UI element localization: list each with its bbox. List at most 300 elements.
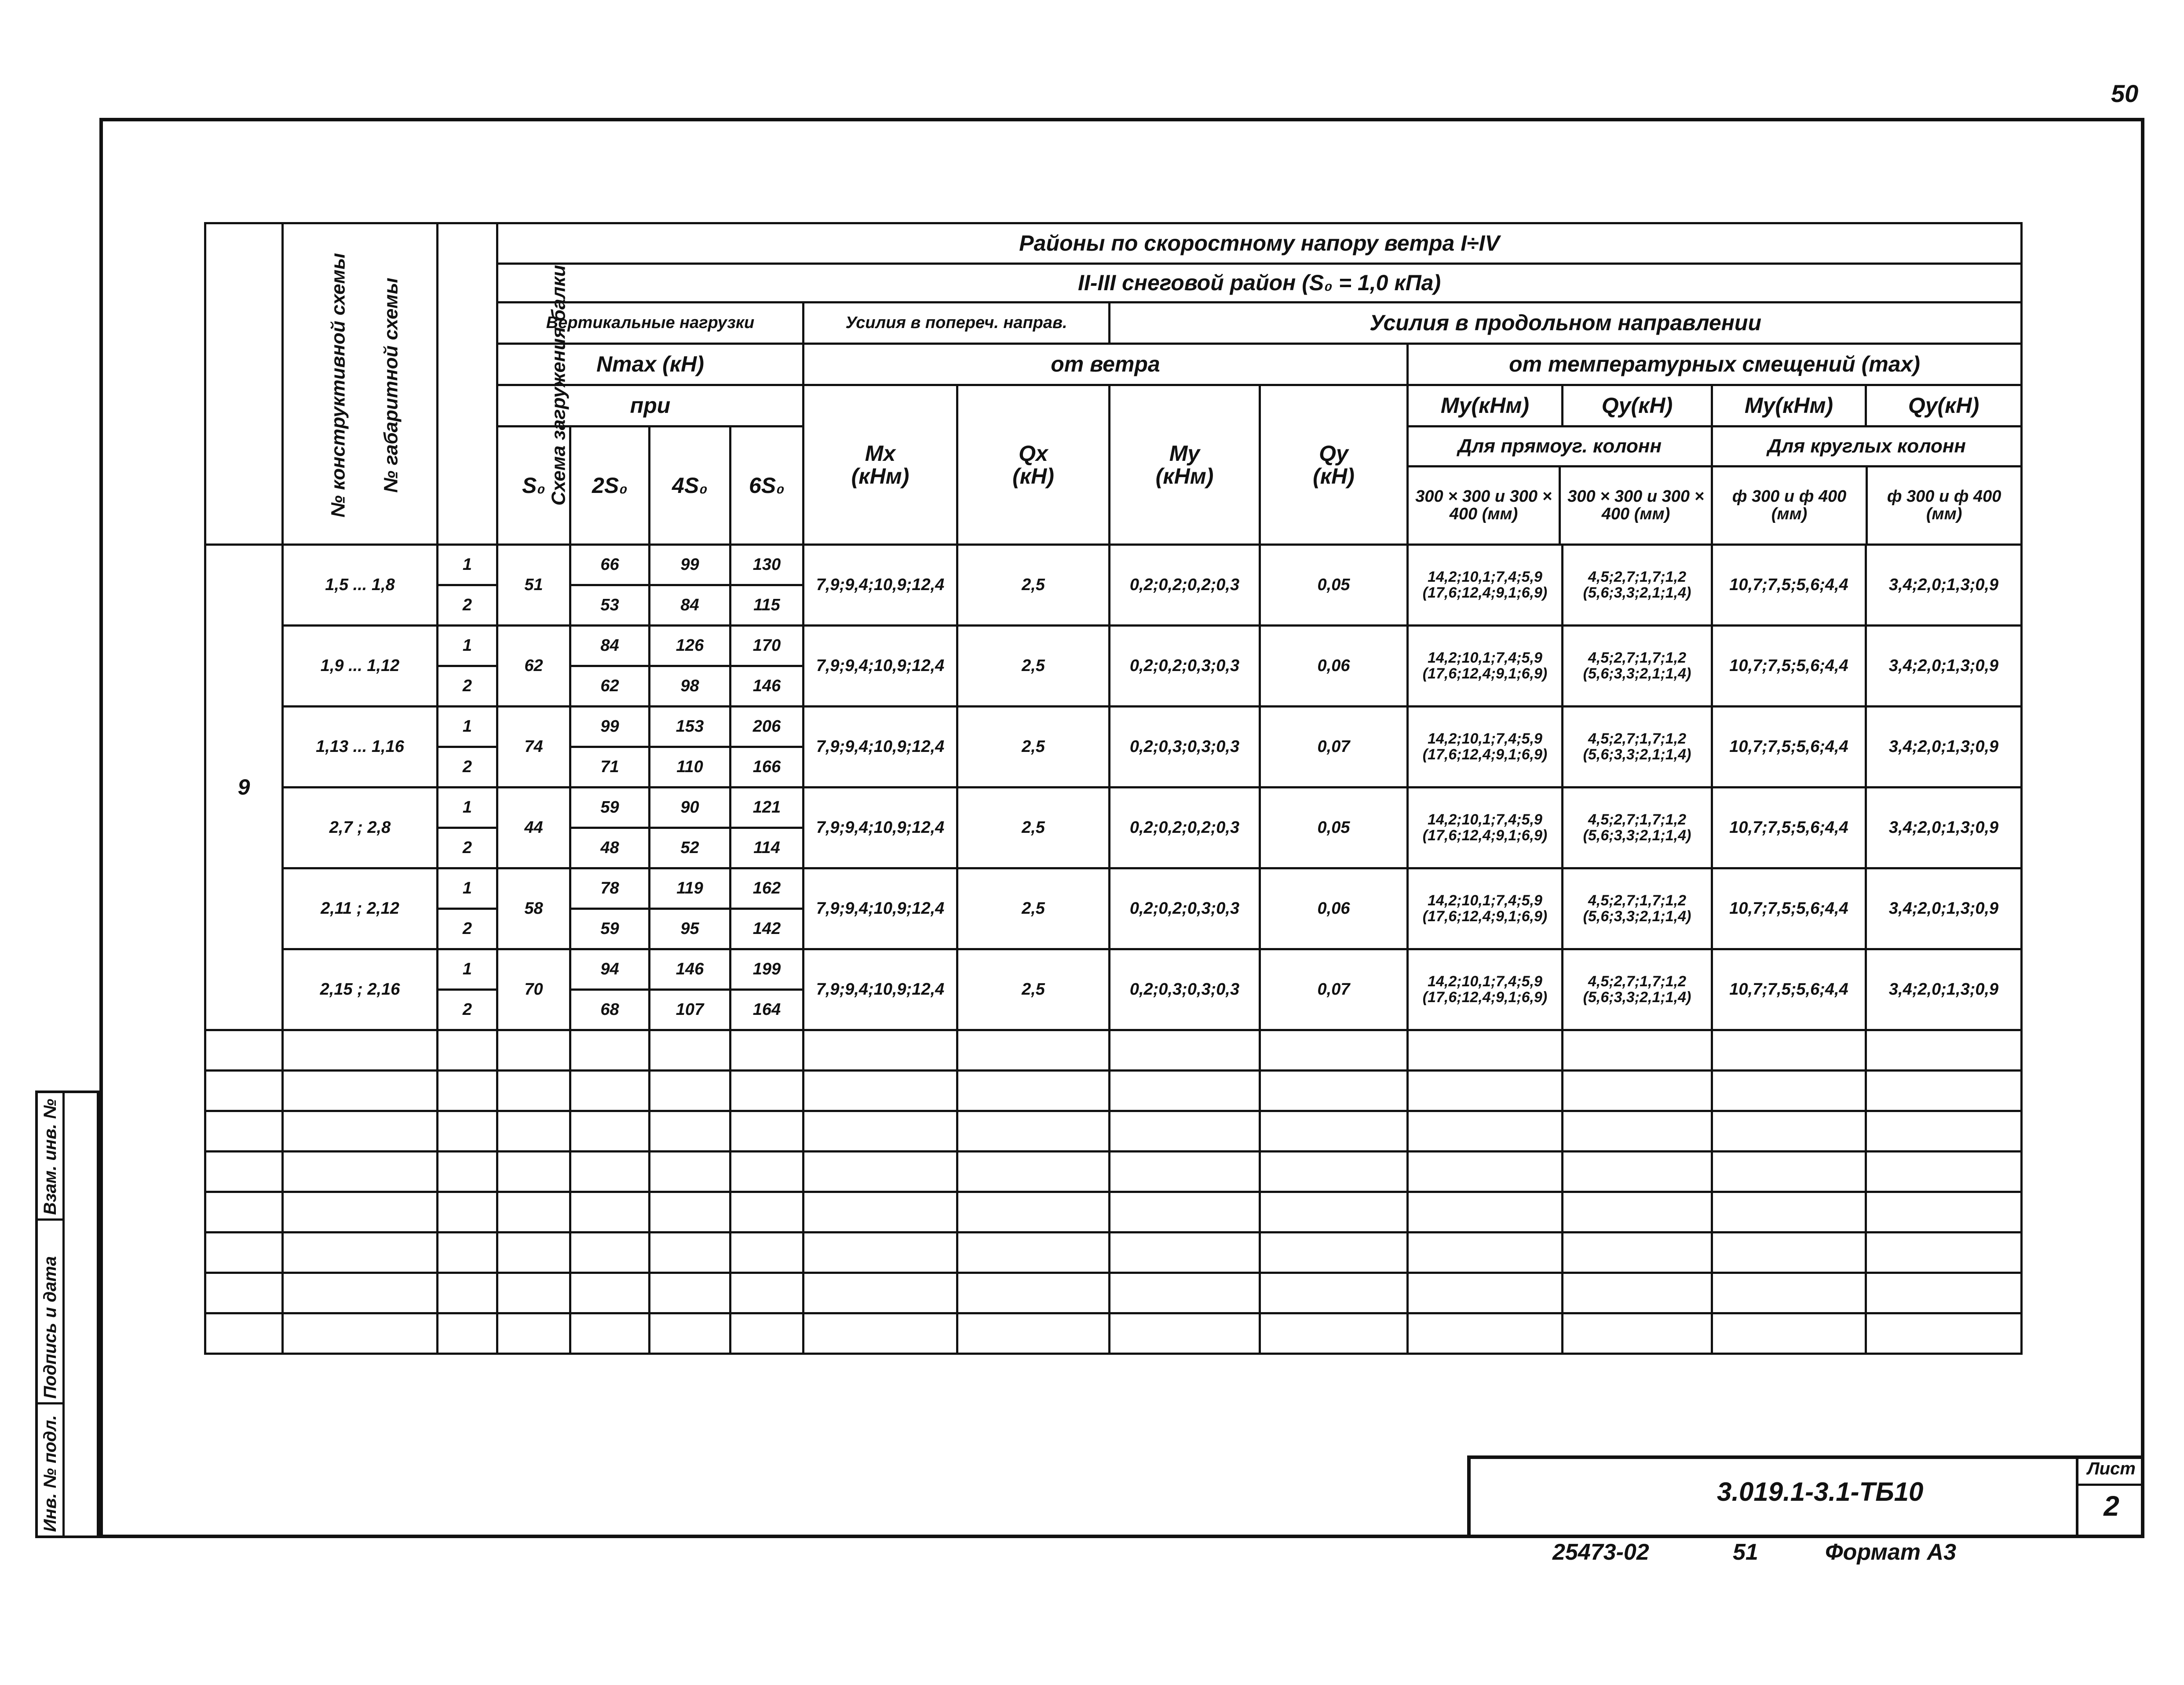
round-qy-cell: 3,4;2,0;1,3;0,9 [1866, 949, 2022, 1030]
empty-cell [1866, 1273, 2022, 1313]
empty-cell [438, 1313, 497, 1354]
temp-my-cell: 14,2;10,1;7,4;5,9 (17,6;12,4;9,1;6,9) [1408, 707, 1563, 788]
table-row [205, 949, 2022, 990]
mx-cell: 7,9;9,4;10,9;12,4 [803, 707, 957, 788]
empty-cell [957, 1233, 1110, 1273]
empty-cell [1712, 1233, 1866, 1273]
empty-cell [438, 1192, 497, 1233]
empty-cell [1866, 1152, 2022, 1192]
table-row [205, 545, 2022, 585]
s0-header: S₀ [497, 427, 570, 545]
empty-row [205, 1273, 2022, 1313]
load-scheme-cell: 2 [438, 909, 497, 949]
qy-cell: 0,06 [1260, 626, 1408, 707]
my-cell: 0,2;0,2;0,2;0,3 [1110, 545, 1260, 626]
temp-my-cell: 14,2;10,1;7,4;5,9 (17,6;12,4;9,1;6,9) [1408, 545, 1563, 626]
empty-cell [1110, 1030, 1260, 1071]
my-unit: (кНм) [1155, 464, 1214, 489]
nmax-2s0-cell: 71 [570, 747, 650, 788]
nmax-2s0-cell: 48 [570, 828, 650, 868]
format-label: Формат А3 [1825, 1539, 1956, 1565]
temp-my-cell: 14,2;10,1;7,4;5,9 (17,6;12,4;9,1;6,9) [1408, 949, 1563, 1030]
empty-cell [650, 1192, 730, 1233]
qx-label: Qx [1019, 441, 1048, 466]
qy-cell: 0,07 [1260, 949, 1408, 1030]
my-label: My [1169, 441, 1200, 466]
empty-cell [283, 1152, 438, 1192]
temp-qy-cell: 4,5;2,7;1,7;1,2 (5,6;3,3;2,1;1,4) [1563, 788, 1712, 868]
load-scheme-cell: 2 [438, 585, 497, 626]
empty-cell [1563, 1233, 1712, 1273]
empty-cell [1260, 1233, 1408, 1273]
size-scheme-cell: 2,11 ; 2,12 [283, 868, 438, 949]
nmax-2s0-cell: 99 [570, 707, 650, 747]
qx-cell: 2,5 [957, 545, 1110, 626]
load-scheme-cell: 2 [438, 990, 497, 1030]
round-qy-cell: 3,4;2,0;1,3;0,9 [1866, 788, 2022, 868]
s4-header: 4S₀ [650, 427, 730, 545]
empty-cell [1260, 1071, 1408, 1111]
nmax-4s0-cell: 126 [650, 626, 730, 666]
nmax-s0-cell: 70 [497, 949, 570, 1030]
empty-cell [1712, 1313, 1866, 1354]
empty-cell [1260, 1192, 1408, 1233]
round-my-cell: 10,7;7,5;5,6;4,4 [1712, 788, 1866, 868]
nmax-s0-cell: 74 [497, 707, 570, 788]
empty-cell [438, 1030, 497, 1071]
nmax-4s0-cell: 84 [650, 585, 730, 626]
empty-cell [283, 1192, 438, 1233]
stamp-inv-no [38, 1404, 62, 1535]
empty-cell [1110, 1071, 1260, 1111]
empty-cell [205, 1111, 283, 1152]
mx-cell: 7,9;9,4;10,9;12,4 [803, 788, 957, 868]
round-size-b: ф 300 и ф 400 (мм) [1887, 487, 2001, 523]
rect-size-b: 300 × 300 и 300 × 400 (мм) [1567, 487, 1704, 523]
nmax-2s0-cell: 62 [570, 666, 650, 707]
stamp-divider [62, 1093, 65, 1535]
nmax-4s0-cell: 110 [650, 747, 730, 788]
empty-cell [1866, 1313, 2022, 1354]
empty-cell [1563, 1313, 1712, 1354]
empty-cell [1712, 1071, 1866, 1111]
empty-cell [803, 1273, 957, 1313]
qx-header [957, 385, 1110, 545]
round-my-cell: 10,7;7,5;5,6;4,4 [1712, 949, 1866, 1030]
archive-number: 25473-02 [1552, 1539, 1649, 1565]
empty-row [205, 1313, 2022, 1354]
empty-cell [957, 1111, 1110, 1152]
table-title: Районы по скоростному напору ветра I÷IV [497, 223, 2022, 264]
empty-cell [803, 1313, 957, 1354]
from-temp-header: от температурных смещений (max) [1408, 344, 2022, 385]
nmax-4s0-cell: 95 [650, 909, 730, 949]
empty-cell [957, 1152, 1110, 1192]
empty-cell [497, 1233, 570, 1273]
round-qy-cell: 3,4;2,0;1,3;0,9 [1866, 626, 2022, 707]
empty-cell [957, 1192, 1110, 1233]
empty-cell [730, 1313, 803, 1354]
table-row [205, 868, 2022, 909]
stamp-sign-date-label: Подпись и дата [40, 1256, 60, 1399]
empty-cell [1260, 1313, 1408, 1354]
qx-cell: 2,5 [957, 949, 1110, 1030]
empty-cell [570, 1152, 650, 1192]
my-cell: 0,2;0,2;0,2;0,3 [1110, 788, 1260, 868]
nmax-s0-cell: 44 [497, 788, 570, 868]
nmax-2s0-cell: 94 [570, 949, 650, 990]
sheet-label: Лист [2078, 1459, 2144, 1486]
nmax-2s0-cell: 53 [570, 585, 650, 626]
empty-cell [570, 1273, 650, 1313]
empty-cell [283, 1111, 438, 1152]
empty-row [205, 1030, 2022, 1071]
empty-cell [1110, 1313, 1260, 1354]
empty-cell [570, 1192, 650, 1233]
load-scheme-cell: 2 [438, 747, 497, 788]
mx-cell: 7,9;9,4;10,9;12,4 [803, 626, 957, 707]
col-scheme-no [205, 223, 349, 545]
empty-cell [650, 1313, 730, 1354]
my-header [1110, 385, 1260, 545]
document-code: 3.019.1-3.1-ТБ10 [1717, 1477, 1924, 1506]
empty-cell [205, 1030, 283, 1071]
nmax-2s0-cell: 66 [570, 545, 650, 585]
empty-cell [1408, 1273, 1563, 1313]
round-qy-header: Qy(кН) [1866, 385, 2022, 427]
empty-cell [957, 1313, 1110, 1354]
empty-cell [730, 1192, 803, 1233]
empty-row [205, 1111, 2022, 1152]
stamp-inv-no-label: Инв. № подл. [40, 1415, 60, 1532]
loads-table [204, 222, 2023, 1355]
empty-cell [803, 1030, 957, 1071]
round-my-cell: 10,7;7,5;5,6;4,4 [1712, 868, 1866, 949]
empty-cell [570, 1233, 650, 1273]
temp-qy-cell: 4,5;2,7;1,7;1,2 (5,6;3,3;2,1;1,4) [1563, 949, 1712, 1030]
empty-cell [1408, 1111, 1563, 1152]
nmax-s0-cell: 51 [497, 545, 570, 626]
empty-cell [730, 1233, 803, 1273]
temp-qy-cell: 4,5;2,7;1,7;1,2 (5,6;3,3;2,1;1,4) [1563, 626, 1712, 707]
scheme-number-cell: 9 [205, 545, 283, 1030]
qy-cell: 0,05 [1260, 545, 1408, 626]
empty-cell [1563, 1273, 1712, 1313]
empty-cell [497, 1111, 570, 1152]
nmax-2s0-cell: 59 [570, 909, 650, 949]
load-scheme-cell: 1 [438, 545, 497, 585]
empty-cell [205, 1071, 283, 1111]
empty-cell [1408, 1313, 1563, 1354]
qy-cell: 0,07 [1260, 707, 1408, 788]
empty-cell [1712, 1192, 1866, 1233]
empty-cell [1408, 1030, 1563, 1071]
load-scheme-cell: 1 [438, 949, 497, 990]
nmax-s0-cell: 62 [497, 626, 570, 707]
nmax-4s0-cell: 119 [650, 868, 730, 909]
empty-cell [1866, 1233, 2022, 1273]
temp-my-cell: 14,2;10,1;7,4;5,9 (17,6;12,4;9,1;6,9) [1408, 626, 1563, 707]
empty-cell [1408, 1152, 1563, 1192]
load-scheme-cell: 1 [438, 788, 497, 828]
nmax-s0-cell: 58 [497, 868, 570, 949]
qx-cell: 2,5 [957, 788, 1110, 868]
nmax-6s0-cell: 170 [730, 626, 803, 666]
empty-row [205, 1233, 2022, 1273]
empty-cell [205, 1192, 283, 1233]
nmax-6s0-cell: 121 [730, 788, 803, 828]
empty-cell [570, 1030, 650, 1071]
nmax-2s0-cell: 84 [570, 626, 650, 666]
load-scheme-cell: 1 [438, 868, 497, 909]
empty-cell [438, 1152, 497, 1192]
empty-cell [497, 1192, 570, 1233]
stamp-replace-inv-label: Взам. инв. № [40, 1098, 60, 1215]
empty-cell [283, 1273, 438, 1313]
round-qy-cell: 3,4;2,0;1,3;0,9 [1866, 707, 2022, 788]
empty-cell [1110, 1233, 1260, 1273]
empty-cell [803, 1111, 957, 1152]
rect-size-a: 300 × 300 и 300 × 400 (мм) [1409, 467, 1561, 543]
empty-cell [650, 1152, 730, 1192]
nmax-4s0-cell: 98 [650, 666, 730, 707]
nmax-4s0-cell: 107 [650, 990, 730, 1030]
nmax-6s0-cell: 114 [730, 828, 803, 868]
longitudinal-forces-header: Усилия в продольном направлении [1110, 303, 2022, 344]
empty-cell [1260, 1273, 1408, 1313]
empty-cell [1712, 1152, 1866, 1192]
table-subtitle: II-III снеговой район (S₀ = 1,0 кПа) [497, 264, 2022, 303]
empty-cell [1866, 1030, 2022, 1071]
empty-cell [1866, 1192, 2022, 1233]
stamp-sign-date [38, 1221, 62, 1404]
empty-cell [1866, 1071, 2022, 1111]
nmax-4s0-cell: 90 [650, 788, 730, 828]
my-cell: 0,2;0,2;0,3;0,3 [1110, 868, 1260, 949]
qx-cell: 2,5 [957, 707, 1110, 788]
size-scheme-cell: 1,5 ... 1,8 [283, 545, 438, 626]
title-block [1467, 1455, 2144, 1538]
temp-my-cell: 14,2;10,1;7,4;5,9 (17,6;12,4;9,1;6,9) [1408, 788, 1563, 868]
round-my-cell: 10,7;7,5;5,6;4,4 [1712, 707, 1866, 788]
size-scheme-cell: 1,9 ... 1,12 [283, 626, 438, 707]
empty-cell [205, 1273, 283, 1313]
rect-cols-header [1408, 427, 1712, 545]
empty-cell [1712, 1111, 1866, 1152]
round-qy-cell: 3,4;2,0;1,3;0,9 [1866, 545, 2022, 626]
empty-cell [803, 1071, 957, 1111]
empty-cell [438, 1233, 497, 1273]
load-scheme-cell: 1 [438, 707, 497, 747]
empty-cell [570, 1071, 650, 1111]
nmax-6s0-cell: 166 [730, 747, 803, 788]
col-size-no [283, 223, 438, 545]
s2-header: 2S₀ [570, 427, 650, 545]
nmax-4s0-cell: 52 [650, 828, 730, 868]
empty-cell [957, 1273, 1110, 1313]
empty-cell [570, 1111, 650, 1152]
empty-cell [957, 1030, 1110, 1071]
qy-unit: (кН) [1313, 464, 1355, 489]
empty-cell [650, 1233, 730, 1273]
load-scheme-cell: 2 [438, 828, 497, 868]
round-my-cell: 10,7;7,5;5,6;4,4 [1712, 545, 1866, 626]
transverse-forces-header: Усилия в попереч. направ. [803, 303, 1110, 344]
nmax-6s0-cell: 130 [730, 545, 803, 585]
nmax-6s0-cell: 162 [730, 868, 803, 909]
empty-cell [283, 1071, 438, 1111]
empty-cell [730, 1111, 803, 1152]
nmax-2s0-cell: 68 [570, 990, 650, 1030]
nmax-6s0-cell: 164 [730, 990, 803, 1030]
empty-cell [1408, 1071, 1563, 1111]
round-my-header: My(кНм) [1712, 385, 1866, 427]
empty-cell [283, 1233, 438, 1273]
qy-header [1260, 385, 1408, 545]
empty-cell [438, 1071, 497, 1111]
qx-cell: 2,5 [957, 868, 1110, 949]
nmax-4s0-cell: 99 [650, 545, 730, 585]
empty-cell [497, 1030, 570, 1071]
nmax-6s0-cell: 146 [730, 666, 803, 707]
col-scheme-no-label: № конструктивной схемы [327, 253, 349, 518]
empty-cell [1408, 1192, 1563, 1233]
qy-cell: 0,06 [1260, 868, 1408, 949]
empty-cell [730, 1152, 803, 1192]
sheet-cell [2076, 1459, 2144, 1538]
size-scheme-cell: 1,13 ... 1,16 [283, 707, 438, 788]
empty-cell [497, 1273, 570, 1313]
empty-cell [1563, 1030, 1712, 1071]
empty-row [205, 1192, 2022, 1233]
mx-cell: 7,9;9,4;10,9;12,4 [803, 868, 957, 949]
empty-cell [1563, 1152, 1712, 1192]
empty-cell [650, 1071, 730, 1111]
stamp-replace-inv [38, 1093, 62, 1221]
nmax-6s0-cell: 199 [730, 949, 803, 990]
nmax-4s0-cell: 153 [650, 707, 730, 747]
empty-cell [1260, 1111, 1408, 1152]
sheet-number: 2 [2104, 1490, 2119, 1522]
empty-cell [1260, 1152, 1408, 1192]
from-wind-header: от ветра [803, 344, 1408, 385]
col-size-no-label: № габаритной схемы [380, 277, 402, 493]
mx-unit: (кНм) [851, 464, 909, 489]
empty-cell [205, 1313, 283, 1354]
empty-cell [283, 1313, 438, 1354]
empty-cell [803, 1152, 957, 1192]
empty-cell [205, 1152, 283, 1192]
temp-my-header: My(кНм) [1408, 385, 1563, 427]
table-row [205, 788, 2022, 828]
temp-qy-cell: 4,5;2,7;1,7;1,2 (5,6;3,3;2,1;1,4) [1563, 545, 1712, 626]
empty-row [205, 1071, 2022, 1111]
nmax-header: Nmax (кН) [497, 344, 803, 385]
my-cell: 0,2;0,3;0,3;0,3 [1110, 707, 1260, 788]
size-scheme-cell: 2,15 ; 2,16 [283, 949, 438, 1030]
empty-cell [957, 1071, 1110, 1111]
qx-cell: 2,5 [957, 626, 1110, 707]
temp-qy-cell: 4,5;2,7;1,7;1,2 (5,6;3,3;2,1;1,4) [1563, 868, 1712, 949]
stamp-strip [35, 1091, 99, 1538]
empty-cell [1712, 1273, 1866, 1313]
pri-header: при [497, 385, 803, 427]
empty-cell [438, 1111, 497, 1152]
empty-cell [283, 1030, 438, 1071]
qx-unit: (кН) [1012, 464, 1054, 489]
nmax-6s0-cell: 142 [730, 909, 803, 949]
empty-cell [1110, 1152, 1260, 1192]
temp-qy-cell: 4,5;2,7;1,7;1,2 (5,6;3,3;2,1;1,4) [1563, 707, 1712, 788]
round-qy-cell: 3,4;2,0;1,3;0,9 [1866, 868, 2022, 949]
table-row [205, 707, 2022, 747]
empty-cell [570, 1313, 650, 1354]
empty-cell [803, 1192, 957, 1233]
nmax-4s0-cell: 146 [650, 949, 730, 990]
table-row [205, 626, 2022, 666]
empty-cell [730, 1030, 803, 1071]
rect-cols-label: Для прямоуг. колонн [1409, 427, 1711, 467]
qy-cell: 0,05 [1260, 788, 1408, 868]
qy-label: Qy [1319, 441, 1348, 466]
empty-cell [730, 1071, 803, 1111]
mx-header [803, 385, 957, 545]
empty-cell [803, 1233, 957, 1273]
mx-cell: 7,9;9,4;10,9;12,4 [803, 949, 957, 1030]
load-scheme-cell: 2 [438, 666, 497, 707]
mx-label: Mx [865, 441, 896, 466]
nmax-6s0-cell: 115 [730, 585, 803, 626]
empty-cell [1866, 1111, 2022, 1152]
empty-row [205, 1152, 2022, 1192]
empty-cell [438, 1273, 497, 1313]
round-cols-header [1712, 427, 2022, 545]
empty-cell [1563, 1111, 1712, 1152]
empty-cell [497, 1152, 570, 1192]
empty-cell [1712, 1030, 1866, 1071]
footer-page: 51 [1733, 1539, 1758, 1565]
col-beam-scheme-label: Схема загружения балки [548, 265, 570, 506]
round-size-a: ф 300 и ф 400 (мм) [1713, 467, 1868, 543]
empty-cell [497, 1071, 570, 1111]
empty-cell [497, 1313, 570, 1354]
size-scheme-cell: 2,7 ; 2,8 [283, 788, 438, 868]
nmax-6s0-cell: 206 [730, 707, 803, 747]
empty-cell [650, 1030, 730, 1071]
my-cell: 0,2;0,3;0,3;0,3 [1110, 949, 1260, 1030]
empty-cell [650, 1273, 730, 1313]
empty-cell [205, 1233, 283, 1273]
load-scheme-cell: 1 [438, 626, 497, 666]
round-cols-label: Для круглых колонн [1713, 427, 2020, 467]
page-number: 50 [2111, 80, 2139, 107]
empty-cell [1408, 1233, 1563, 1273]
empty-cell [1110, 1192, 1260, 1233]
empty-cell [1110, 1273, 1260, 1313]
nmax-2s0-cell: 78 [570, 868, 650, 909]
temp-my-cell: 14,2;10,1;7,4;5,9 (17,6;12,4;9,1;6,9) [1408, 868, 1563, 949]
empty-cell [1563, 1192, 1712, 1233]
empty-cell [650, 1111, 730, 1152]
mx-cell: 7,9;9,4;10,9;12,4 [803, 545, 957, 626]
empty-cell [730, 1273, 803, 1313]
my-cell: 0,2;0,2;0,3;0,3 [1110, 626, 1260, 707]
nmax-2s0-cell: 59 [570, 788, 650, 828]
temp-qy-header: Qy(кН) [1563, 385, 1712, 427]
empty-cell [1110, 1111, 1260, 1152]
s6-header: 6S₀ [730, 427, 803, 545]
round-my-cell: 10,7;7,5;5,6;4,4 [1712, 626, 1866, 707]
